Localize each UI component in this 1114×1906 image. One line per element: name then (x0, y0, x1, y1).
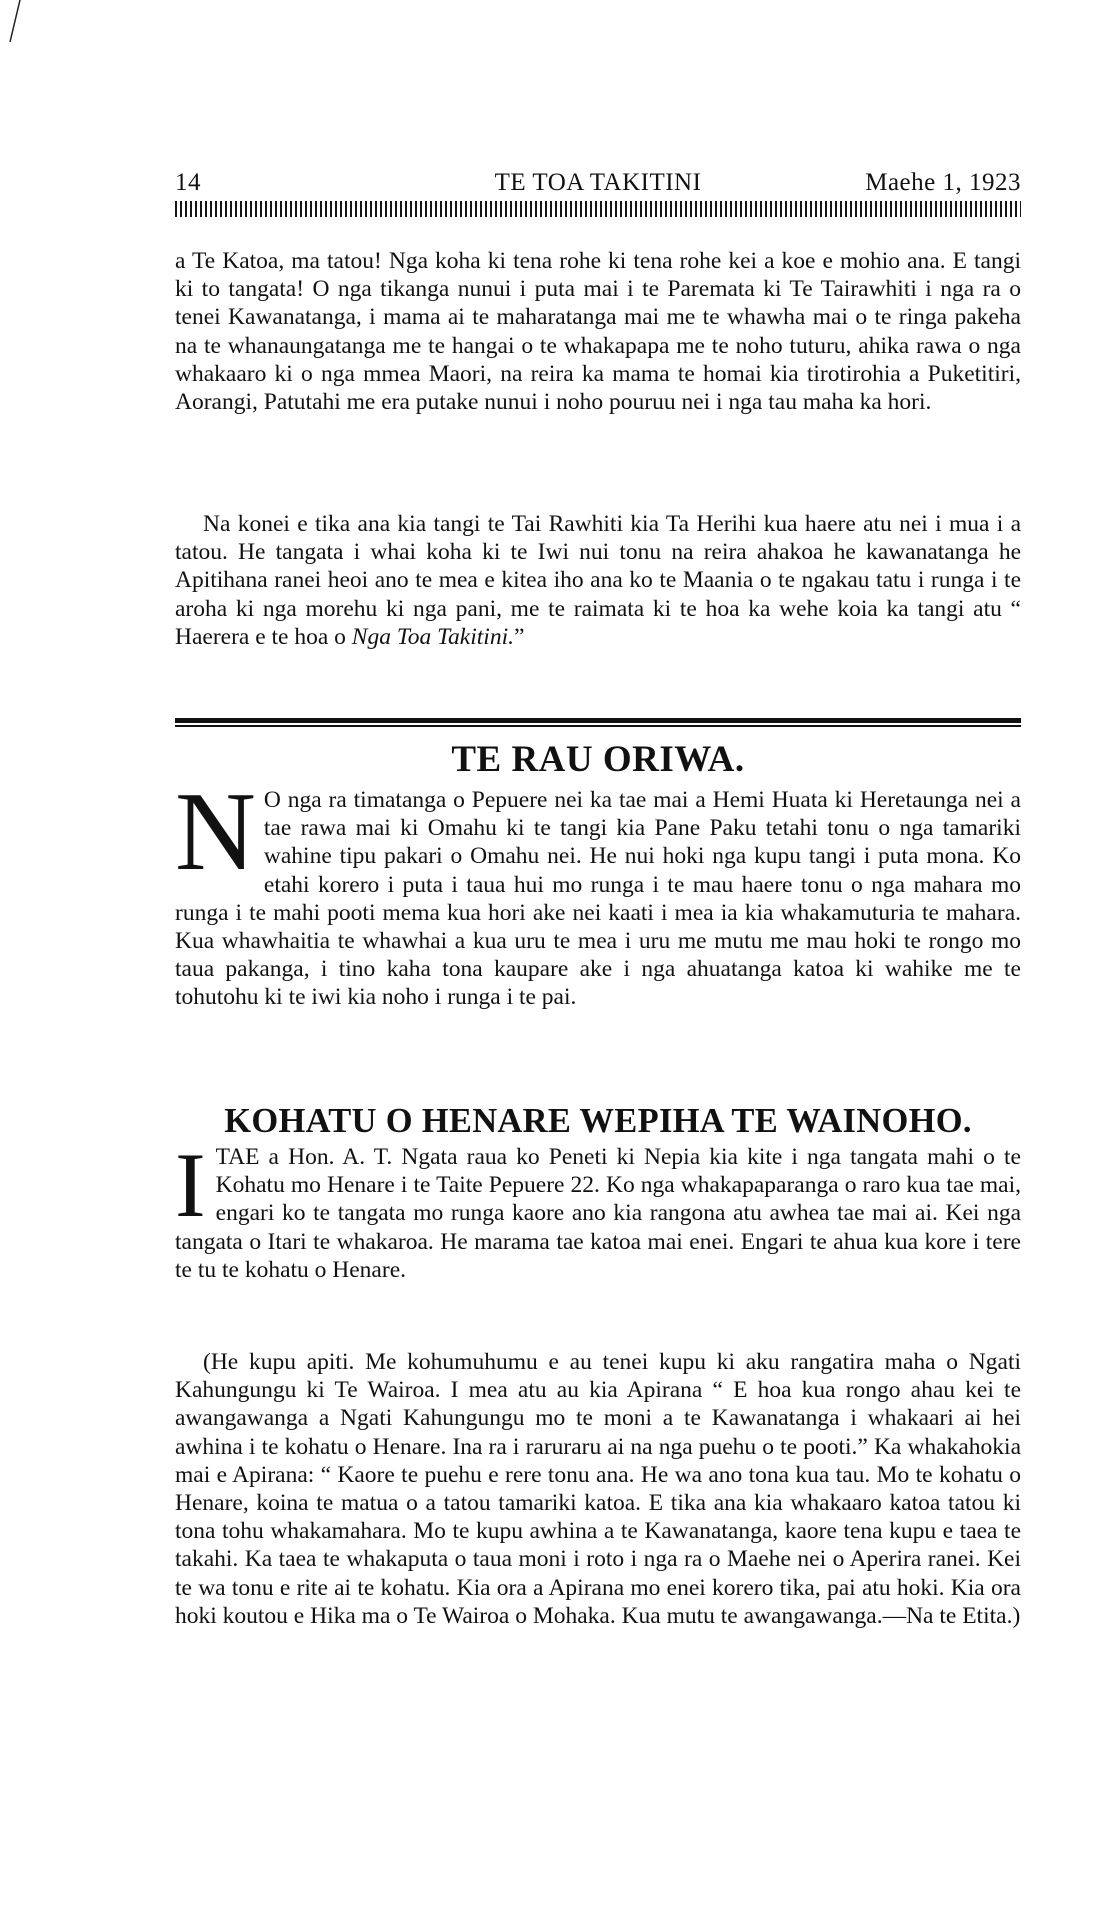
decorative-border (175, 201, 1021, 217)
page-header (175, 166, 1021, 200)
drop-cap: I (175, 1134, 206, 1236)
drop-cap: N (175, 770, 256, 894)
page-number: 14 (175, 169, 201, 196)
paragraph-main-text: Na konei e tika ana kia tangi te Tai Rawhiti kia Ta Herihi kua haere atu nei i mua i a tatou. He tangata i whai koha ki te Iwi nui tonu na reira ahakoa he kawanatanga he Apitihana ranei heoi ano te mea e kitea iho ana ko te Maania o te ngakau tatu i runga i te aroha ki nga morehu ki nga pani, me te raimata ki te hoa ka wehe koia ka tangi atu “ Haerera e te hoa o (175, 511, 1021, 650)
journal-title: TE TOA TAKITINI (494, 169, 702, 196)
section-heading-kohatu: KOHATU O HENARE WEPIHA TE WAINOHO. (224, 1102, 972, 1140)
section-kohatu-body (175, 1134, 1021, 1284)
paragraph-text: a Te Katoa, ma tatou! Nga koha ki tena rohe ki tena rohe kei a koe e mohio ana. E tangi ki to tangata! O nga tikanga nunui i puta mai i te Paremata ki Te Tairawhiti i nga ra o tenei Kawanatanga, i mama ai te maharatanga mai me te whawha mai o te ringa pakeha na te whanaungatanga me te hangai o te whakapapa me te noho tuturu, ahika rawa o nga whakaaro ki o nga mmea Maori, na reira ka mama te homai kia tirotirohia a Puketitiri, Aorangi, Patutahi me era putake nunui i noho pouruu nei i nga tau maha ka hori. (175, 248, 1021, 416)
article-paragraph-2 (175, 510, 1021, 651)
pen-mark (6, 0, 24, 44)
paragraph-text: TAE a Hon. A. T. Ngata raua ko Peneti ki Nepia kia kite i nga tangata mahi o te Kohatu mo Henare i te Taite Pepuere 22. Ko nga whakapaparanga o raro kua tae mai, engari ko te tangata mo runga kaore ano kia rangona atu awhea tae mai ai. Kei nga tangata o Itari te whakaroa. He marama tae katoa mai enei. Engari te ahua kua kore i tere te tu te kohatu o Henare. (175, 1144, 1021, 1283)
paragraph-text: (He kupu apiti. Me kohumuhumu e au tenei kupu ki aku rangatira maha o Ngati Kahungungu ki Te Wairoa. I mea atu au kia Apirana “ E hoa kua rongo ahau kei te awangawanga a Ngati Kahungungu mo te moni a te Kawanatanga i whakaari ai hei awhina i te kohatu o Henare. Ina ra i raruraru ai na nga puehu o te pooti.” Ka whakahokia mai e Apirana: “ Kaore te puehu e rere tonu ana. He wa ano tona kua tau. Mo te kohatu o Henare, koina te matua o a tatou tamariki katoa. E tika ana kia whakaaro katoa tatou ki tona tohu whakamahara. Mo te kupu awhina a te Kawanatanga, kaore tena kupu e taea te takahi. Ka taea te whakaputa o taua moni i roto i nga ra o Maehe nei o Aperira ranei. Kei te wa tonu e rite ai te kohatu. Kia ora a Apirana mo enei korero tika, pai atu hoki. Kia ora hoki koutou e Hika ma o Te Wairoa o Mohaka. Kua mutu te awangawanga.—Na te Etita.) (175, 1349, 1021, 1629)
publication-name: Nga Toa Takitini. (351, 623, 514, 650)
article-paragraph-1 (175, 247, 1021, 416)
closing-quote: ” (513, 623, 525, 650)
editor-note (175, 1348, 1021, 1630)
section-rau-oriwa-body (175, 770, 1021, 1012)
issue-date: Maehe 1, 1923 (865, 169, 1021, 196)
section-divider-thin (175, 725, 1021, 727)
paragraph-text: O nga ra timatanga o Pepuere nei ka tae mai a Hemi Huata ki Heretaunga nei a tae rawa mai ki Omahu ki te tangi kia Pane Paku tetahi tonu o nga tamariki wahine tipu pakari o Omahu nei. He nui hoki nga kupu tangi i puta mona. Ko etahi korero i puta i taua hui mo runga i te mau haere tonu o nga mahara mo runga i te mahi pooti mema kua hori ake nei kaati i mea ia kia whakamuturia te mahara. Kua whawhaitia te whawhai a kua uru te mea i uru me mutu me mau hoki te rongo mo taua pakanga, i tino kaha tona kaupare ake i nga ahuatanga katoa ki wahike me te tohutohu ki te iwi kia noho i runga i te pai. (175, 787, 1021, 1011)
section-divider-thick (175, 718, 1021, 723)
paragraph-text (175, 510, 1021, 651)
section-heading-rau-oriwa: TE RAU ORIWA. (451, 739, 745, 780)
